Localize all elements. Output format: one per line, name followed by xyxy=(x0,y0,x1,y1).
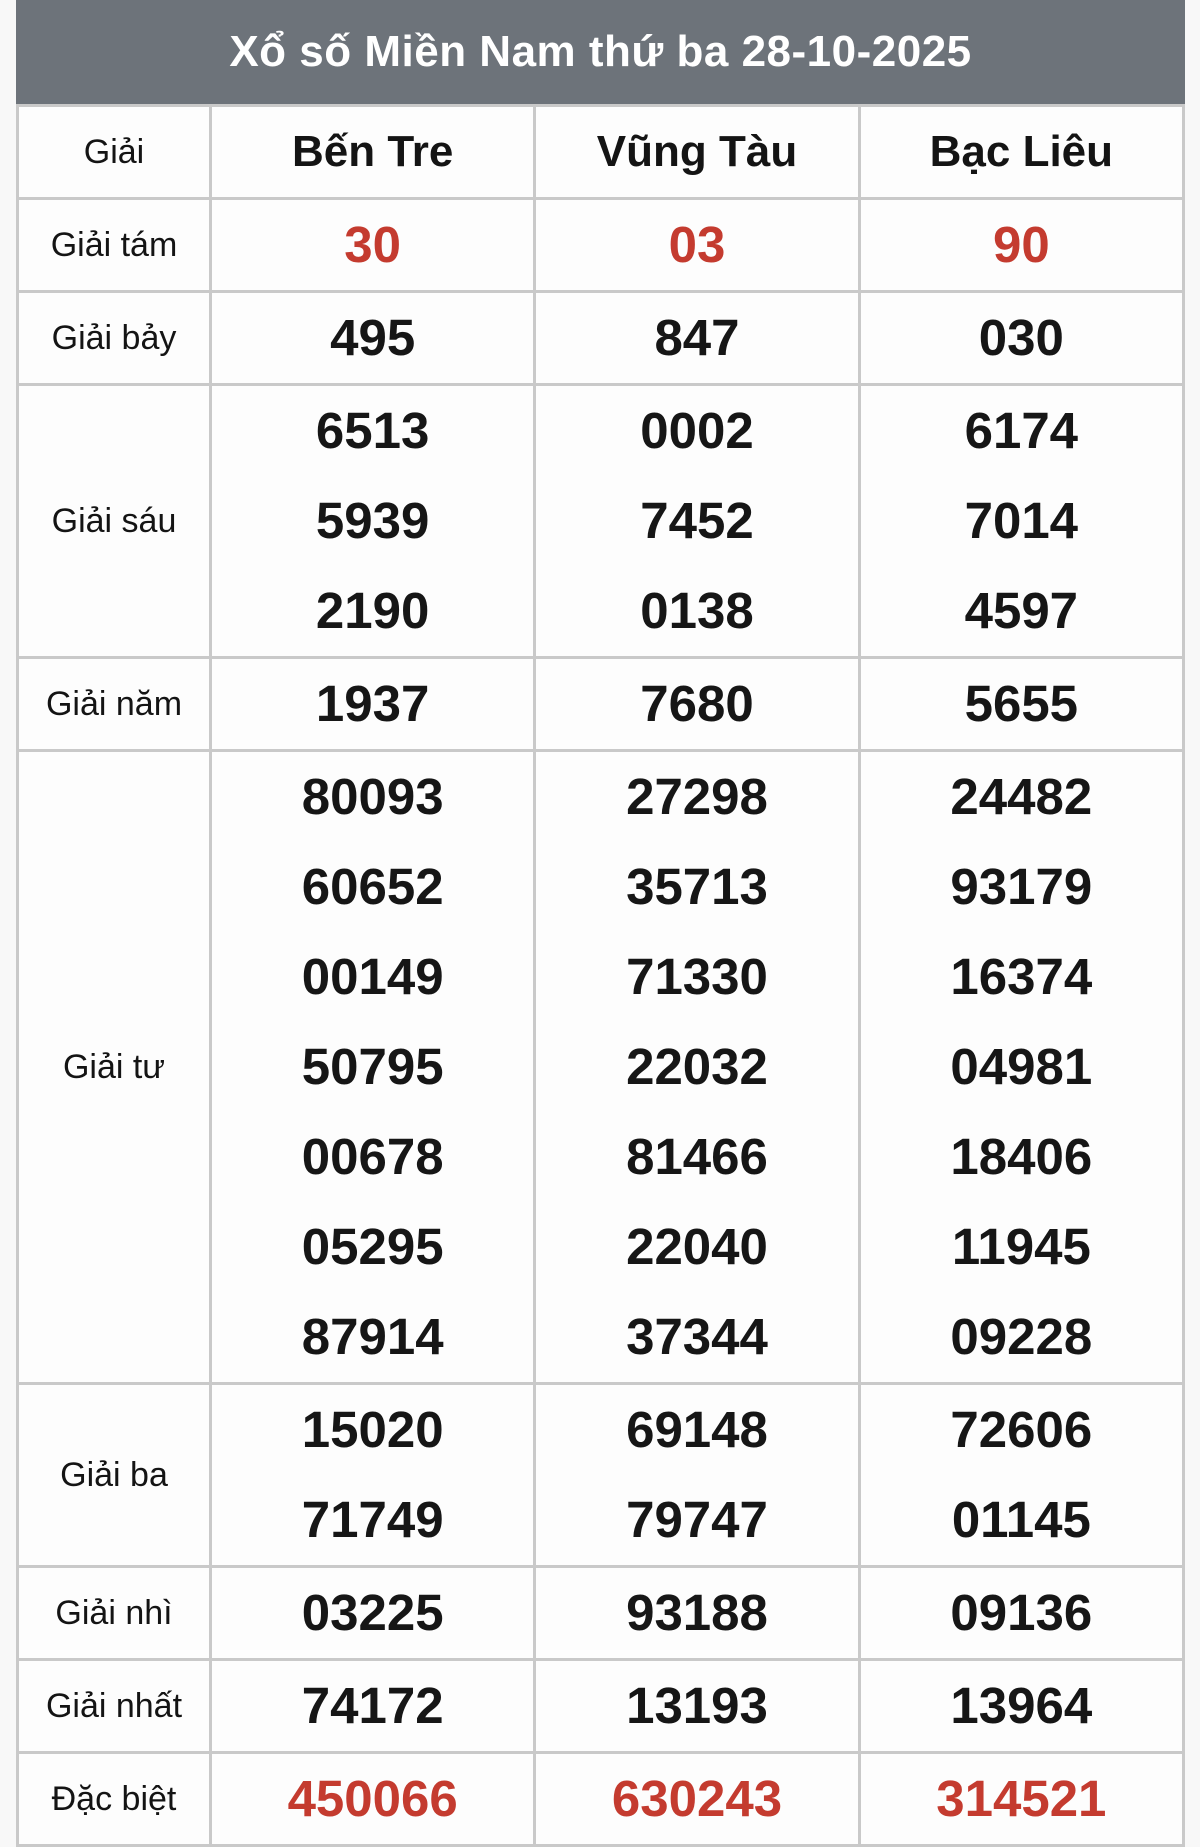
prize-label: Giải bảy xyxy=(18,292,211,385)
prize-number: 22040 xyxy=(626,1218,768,1275)
prize-number: 5655 xyxy=(964,675,1079,732)
prize-number: 4597 xyxy=(964,582,1079,639)
prize-number: 09228 xyxy=(950,1308,1093,1365)
prize-number: 13964 xyxy=(950,1677,1093,1734)
prize-number: 93179 xyxy=(950,858,1093,915)
page-title: Xổ số Miền Nam thứ ba 28-10-2025 xyxy=(229,27,972,76)
prize-label: Giải tư xyxy=(18,751,211,1384)
prize-label: Giải nhất xyxy=(18,1660,211,1753)
prize-cell xyxy=(535,199,859,292)
prize-number: 0002 xyxy=(640,402,754,459)
prize-cell xyxy=(859,1567,1183,1660)
prize-label: Giải tám xyxy=(18,199,211,292)
prize-number: 74172 xyxy=(301,1677,444,1734)
prize-number: 314521 xyxy=(936,1770,1107,1827)
column-header-ben-tre: Bến Tre xyxy=(211,106,535,199)
prize-cell xyxy=(859,658,1183,751)
prize-row xyxy=(18,1567,1184,1660)
prize-number: 7014 xyxy=(964,492,1079,549)
prize-number: 7680 xyxy=(640,675,754,732)
column-header-vung-tau: Vũng Tàu xyxy=(535,106,859,199)
column-header-row xyxy=(18,106,1184,199)
prize-number: 71749 xyxy=(301,1491,444,1548)
prize-row xyxy=(18,751,1184,1384)
prize-cell xyxy=(211,1753,535,1846)
prize-label: Giải sáu xyxy=(18,385,211,658)
prize-number: 03225 xyxy=(301,1584,444,1641)
lottery-results-page xyxy=(16,0,1185,1847)
prize-number: 18406 xyxy=(950,1128,1093,1185)
prize-cell xyxy=(535,292,859,385)
prize-cell xyxy=(859,1384,1183,1567)
prize-number: 90 xyxy=(992,216,1050,273)
title-bar xyxy=(16,0,1185,104)
prize-cell xyxy=(535,658,859,751)
prize-label: Giải năm xyxy=(18,658,211,751)
prize-number: 15020 xyxy=(301,1401,444,1458)
prize-cell xyxy=(211,1384,535,1567)
results-table xyxy=(16,104,1185,1847)
prize-number: 00149 xyxy=(301,948,444,1005)
prize-cell xyxy=(859,1660,1183,1753)
prize-number: 03 xyxy=(668,216,726,273)
prize-number: 81466 xyxy=(626,1128,768,1185)
prize-row xyxy=(18,385,1184,658)
prize-number: 27298 xyxy=(626,768,768,825)
prize-number: 450066 xyxy=(287,1770,458,1827)
prize-row xyxy=(18,292,1184,385)
prize-cell xyxy=(535,1753,859,1846)
prize-number: 04981 xyxy=(950,1038,1093,1095)
prize-number: 1937 xyxy=(315,675,430,732)
prize-number: 37344 xyxy=(626,1308,768,1365)
prize-number: 495 xyxy=(330,309,416,366)
prize-number: 79747 xyxy=(626,1491,768,1548)
prize-number: 847 xyxy=(654,309,740,366)
prize-number: 80093 xyxy=(301,768,444,825)
prize-row xyxy=(18,1384,1184,1567)
prize-number: 01145 xyxy=(951,1491,1091,1548)
column-header-prize: Giải xyxy=(18,106,211,199)
prize-number: 30 xyxy=(344,216,402,273)
prize-number: 00678 xyxy=(301,1128,444,1185)
prize-number: 6174 xyxy=(964,402,1079,459)
prize-cell xyxy=(859,385,1183,658)
prize-cell xyxy=(535,1384,859,1567)
prize-number: 630243 xyxy=(611,1770,783,1827)
prize-number: 50795 xyxy=(301,1038,444,1095)
prize-cell xyxy=(535,385,859,658)
prize-cell xyxy=(211,658,535,751)
prize-label: Đặc biệt xyxy=(18,1753,211,1846)
prize-cell xyxy=(535,1660,859,1753)
column-header-bac-lieu: Bạc Liêu xyxy=(859,106,1183,199)
prize-cell xyxy=(859,292,1183,385)
prize-cell xyxy=(211,1567,535,1660)
prize-number: 69148 xyxy=(626,1401,768,1458)
prize-number: 93188 xyxy=(626,1584,768,1641)
prize-cell xyxy=(859,1753,1183,1846)
prize-number: 16374 xyxy=(950,948,1093,1005)
prize-number: 09136 xyxy=(950,1584,1093,1641)
prize-cell xyxy=(211,1660,535,1753)
prize-number: 24482 xyxy=(950,768,1093,825)
prize-cell xyxy=(859,199,1183,292)
prize-number: 11945 xyxy=(951,1218,1091,1275)
prize-number: 22032 xyxy=(626,1038,768,1095)
prize-row xyxy=(18,1753,1184,1846)
prize-row xyxy=(18,199,1184,292)
prize-number: 7452 xyxy=(640,492,754,549)
prize-number: 05295 xyxy=(301,1218,444,1275)
prize-row xyxy=(18,658,1184,751)
prize-cell xyxy=(211,751,535,1384)
prize-number: 6513 xyxy=(315,402,430,459)
prize-cell xyxy=(211,385,535,658)
prize-number: 030 xyxy=(978,309,1064,366)
prize-cell xyxy=(535,1567,859,1660)
prize-cell xyxy=(535,751,859,1384)
prize-number: 13193 xyxy=(626,1677,768,1734)
prize-label: Giải ba xyxy=(18,1384,211,1567)
prize-number: 0138 xyxy=(640,582,754,639)
prize-cell xyxy=(211,292,535,385)
prize-number: 60652 xyxy=(301,858,444,915)
prize-cell xyxy=(859,751,1183,1384)
prize-number: 2190 xyxy=(315,582,430,639)
prize-cell xyxy=(211,199,535,292)
prize-number: 87914 xyxy=(301,1308,444,1365)
prize-number: 35713 xyxy=(626,858,768,915)
prize-number: 71330 xyxy=(626,948,768,1005)
prize-row xyxy=(18,1660,1184,1753)
prize-number: 72606 xyxy=(950,1401,1093,1458)
prize-number: 5939 xyxy=(315,492,430,549)
prize-label: Giải nhì xyxy=(18,1567,211,1660)
